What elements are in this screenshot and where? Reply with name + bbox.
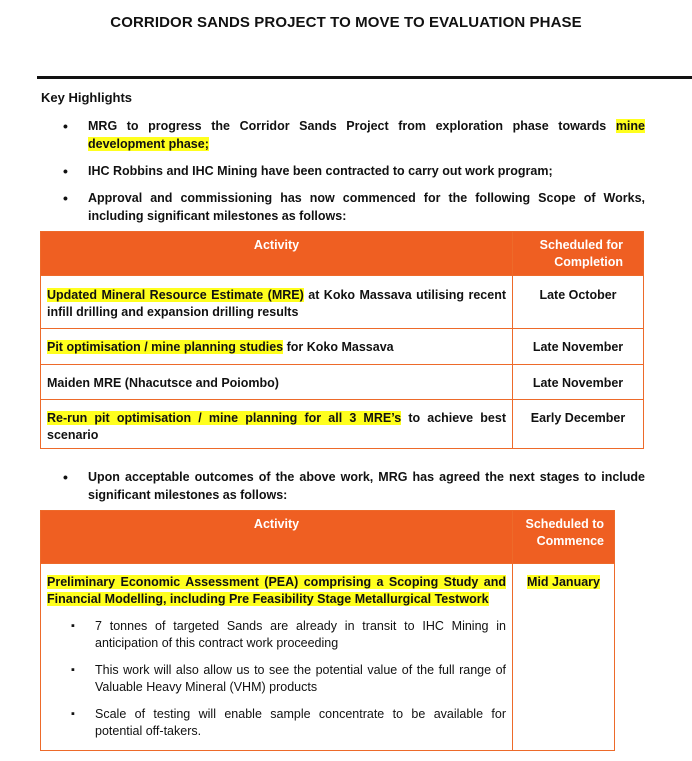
activity-marked-text: Pit optimisation / mine planning studies (47, 340, 284, 354)
table-row (41, 276, 644, 329)
highlight-3-text: Approval and commissioning has now commenced for the following Scope of Works, including significant milestones as follows: (88, 191, 645, 223)
highlight-item-2 (63, 162, 645, 180)
activity-cell (41, 329, 513, 365)
highlight-item-3 (63, 189, 645, 225)
schedule-cell: Late October (513, 276, 644, 329)
highlights-list (63, 117, 645, 234)
schedule-cell: Late November (513, 329, 644, 365)
highlight-item-4 (63, 468, 645, 504)
table-row (41, 365, 644, 400)
activity-marked-text: Re-run pit optimisation / mine planning for all 3 MRE’s (47, 411, 402, 425)
table1-header-activity (41, 232, 513, 276)
schedule-cell (513, 564, 615, 751)
highlight-1-text: MRG to progress the Corridor Sands Project from exploration phase towards (88, 119, 616, 133)
schedule-marked-text: Mid January (527, 575, 600, 589)
activity-marked-text: Preliminary Economic Assessment (PEA) comprising a Scoping Study and Financial Modelling, including Pre Feasibility Stage Metallurgical Testwork (47, 575, 506, 606)
table2-header-activity-label: Activity (253, 517, 300, 531)
highlight-4-text: Upon acceptable outcomes of the above work, MRG has agreed the next stages to include significant milestones as follows: (88, 470, 645, 502)
table-row (41, 400, 644, 449)
activity-text: Maiden MRE (Nhacutsce and Poiombo) (47, 376, 279, 390)
activity-cell (41, 564, 513, 751)
list-item: ▪ 7 tonnes of targeted Sands are already in transit to IHC Mining in anticipation of this contract work proceeding (47, 618, 506, 652)
section-heading: Key Highlights (41, 90, 133, 105)
activity-cell (41, 400, 513, 449)
pea-sub-items (47, 618, 506, 740)
table2-header-schedule-line1: Scheduled to (525, 517, 604, 531)
table1-header-schedule-line1: Scheduled for (539, 238, 623, 252)
table-row (41, 329, 644, 365)
scope-of-works-table (40, 231, 644, 449)
highlight-item-1 (63, 117, 645, 153)
next-stages-list (63, 468, 645, 513)
pea-activity (47, 574, 506, 608)
table2-header-activity (41, 511, 513, 564)
activity-text: at Koko Massava utilising recent infill drilling and expansion drilling results (47, 288, 506, 319)
schedule-cell: Late November (513, 365, 644, 400)
table2-header-schedule-line2: Commence (536, 534, 604, 548)
list-item: ▪ This work will also allow us to see the potential value of the full range of Valuable Heavy Mineral (VHM) products (47, 662, 506, 696)
schedule-cell: Early December (513, 400, 644, 449)
activity-marked-text: Updated Mineral Resource Estimate (MRE) (47, 288, 304, 302)
activity-text: to achieve best scenario (47, 411, 506, 442)
highlight-1-marked-text: mine development phase; (88, 119, 645, 151)
highlight-2-text: IHC Robbins and IHC Mining have been contracted to carry out work program; (88, 164, 553, 178)
next-stages-table (40, 510, 615, 751)
activity-cell (41, 276, 513, 329)
activity-cell (41, 365, 513, 400)
table2-header-row (41, 511, 615, 564)
document-title: CORRIDOR SANDS PROJECT TO MOVE TO EVALUATION PHASE (110, 14, 582, 31)
list-item: ▪ Scale of testing will enable sample concentrate to be available for potential off-takers. (47, 706, 506, 740)
activity-text: for Koko Massava (283, 340, 394, 354)
table1-header-schedule (513, 232, 644, 276)
table1-header-schedule-line2: Completion (554, 255, 623, 269)
table2-header-schedule (513, 511, 615, 564)
table1-header-row (41, 232, 644, 276)
title-divider (37, 76, 692, 79)
table1-header-activity-label: Activity (253, 238, 300, 252)
table-row (41, 564, 615, 751)
